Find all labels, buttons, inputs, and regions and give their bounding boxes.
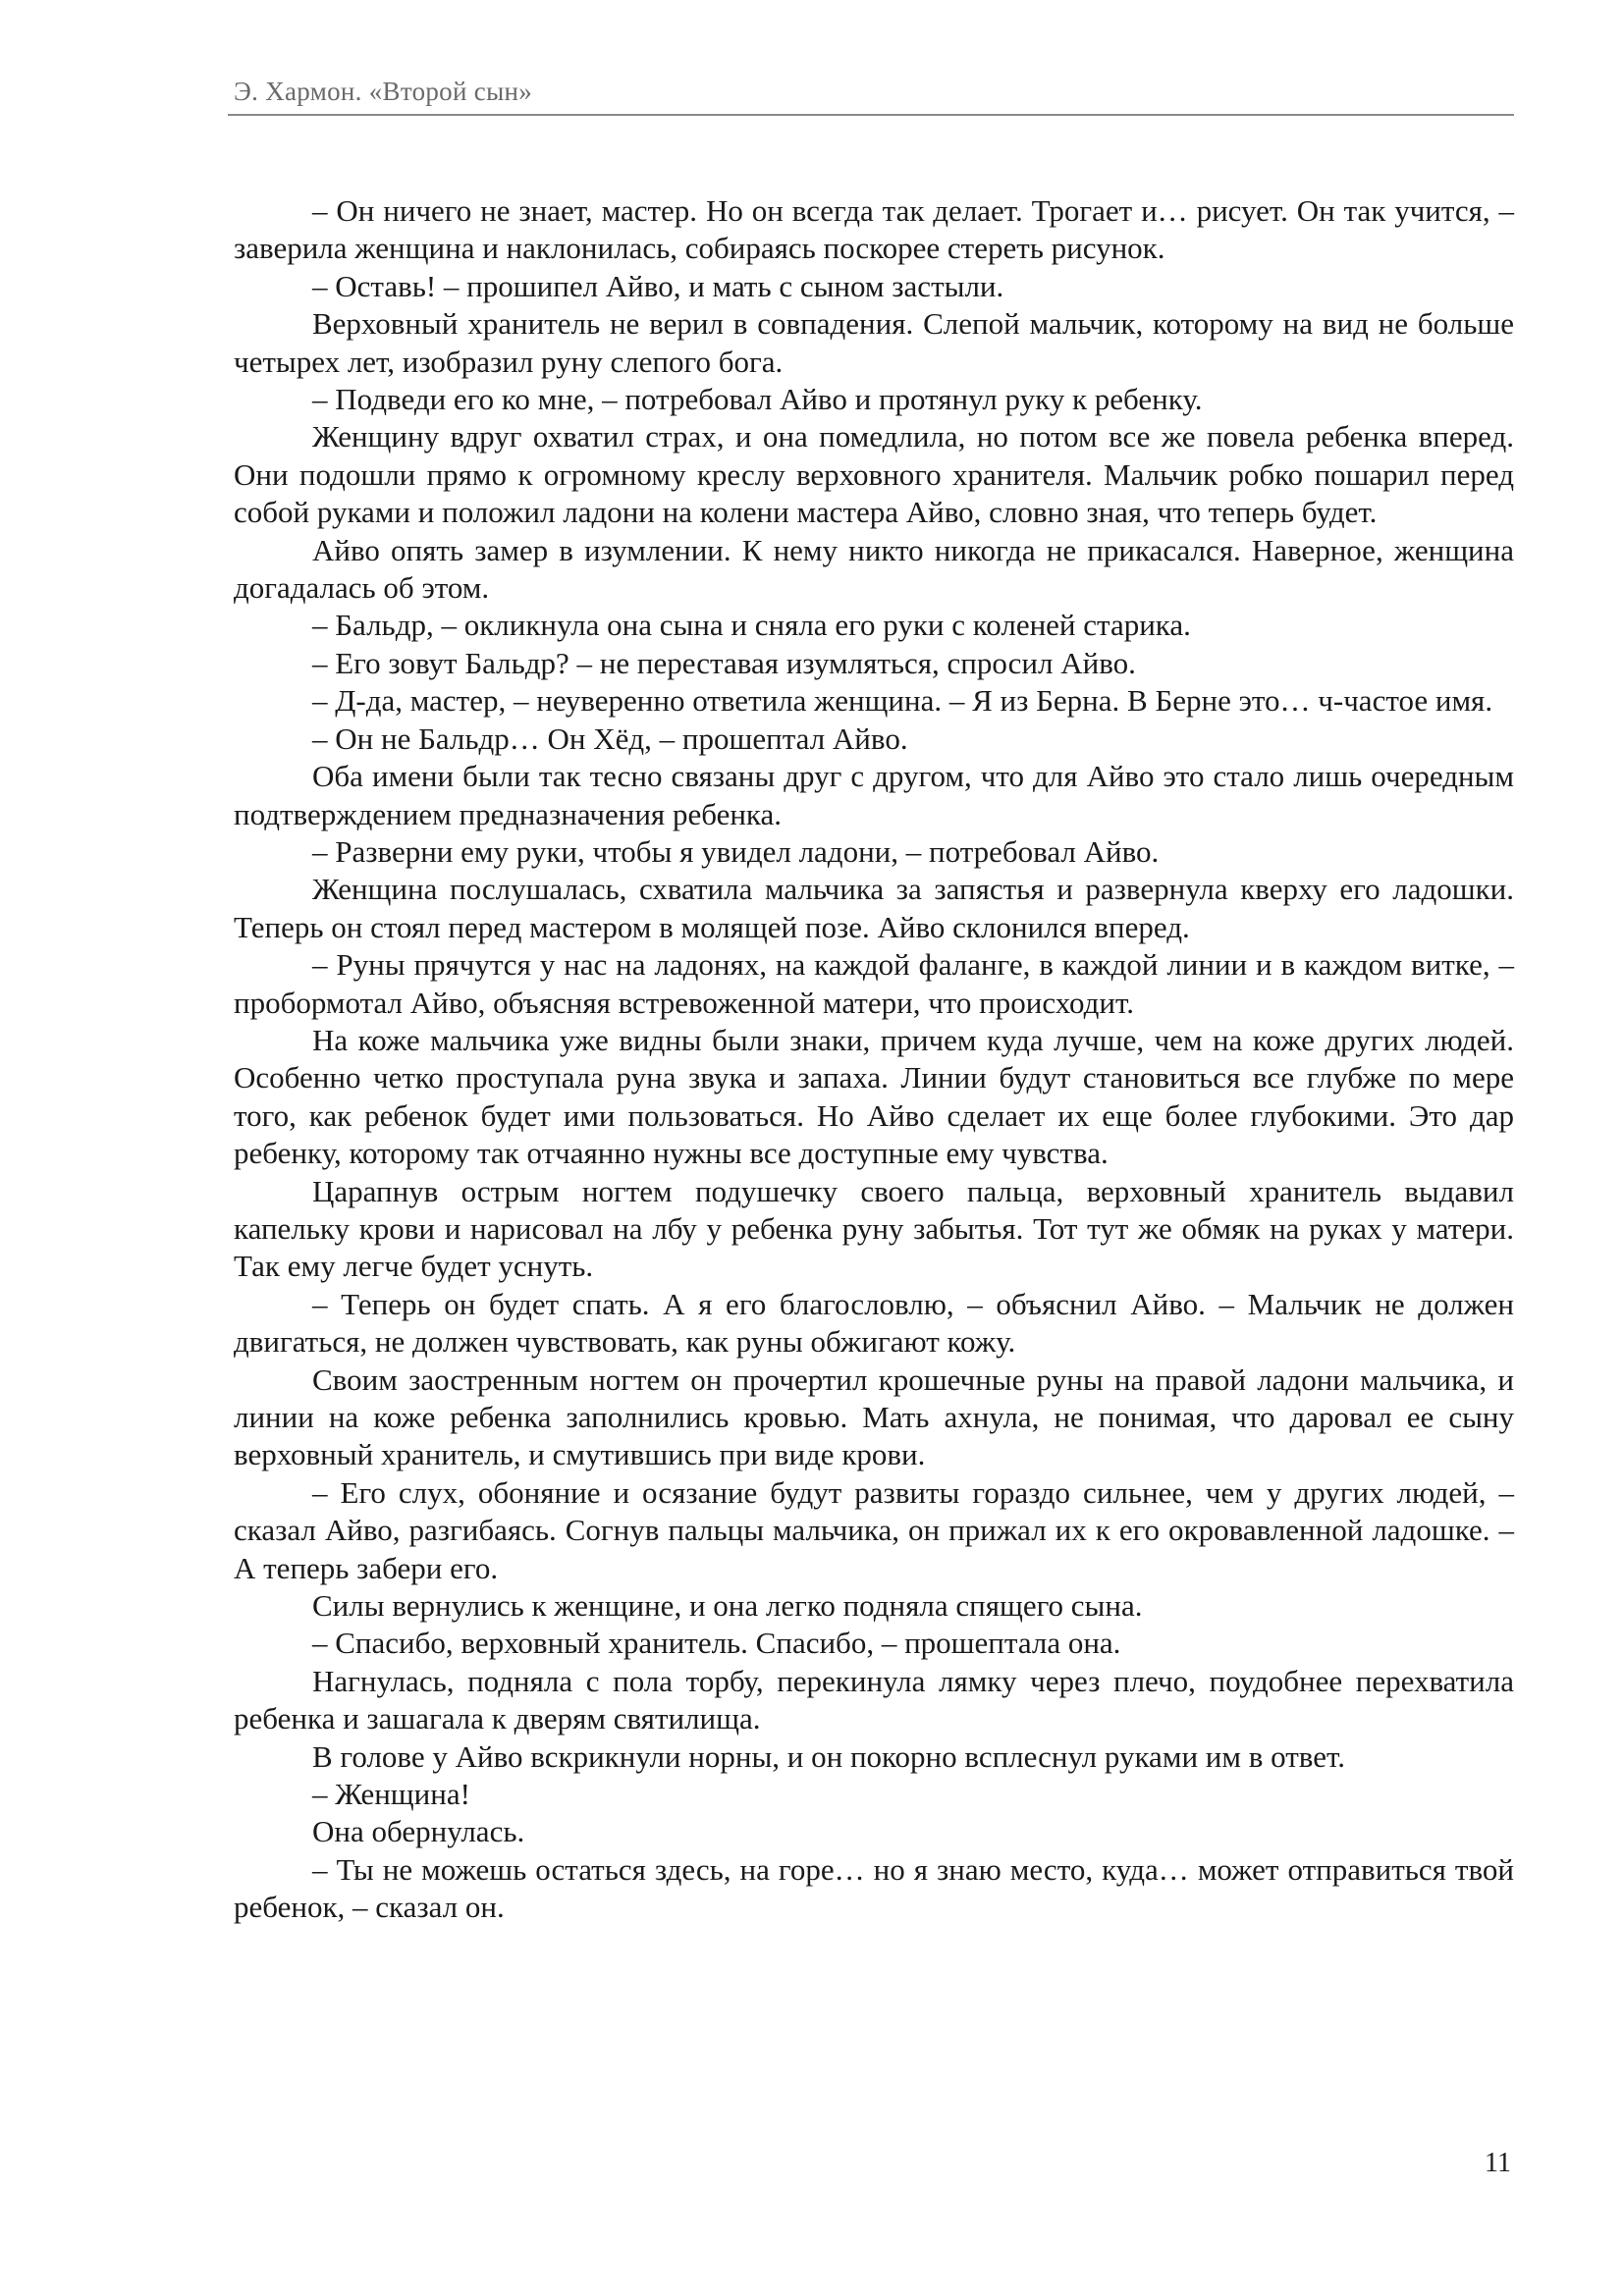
paragraph: – Женщина!	[312, 1777, 470, 1812]
paragraph: – Д-да, мастер, – неуверенно ответила женщина. – Я из Берна. В Берне это… ч-частое имя.	[312, 683, 1493, 719]
paragraph: – Спасибо, верховный хранитель. Спасибо, – прошептала она.	[312, 1626, 1121, 1661]
paragraph: В голове у Айво вскрикнули норны, и он покорно всплеснул руками им в ответ.	[312, 1738, 1345, 1774]
paragraph: – Оставь! – прошипел Айво, и мать с сыном застыли.	[312, 268, 1004, 303]
paragraph: Своим заостренным ногтем он прочертил крошечные руны на правой ладони мальчика, и линии на коже ребенка заполнились кровью. Мать ахнула, не понимая, что даровал ее сыну верховный хранитель, и смутившись при виде крови.	[234, 1362, 1514, 1472]
paragraph: – Подведи его ко мне, – потребовал Айво и протянул руку к ребенку.	[312, 382, 1203, 417]
paragraph: Она обернулась.	[312, 1814, 525, 1849]
paragraph: – Руны прячутся у нас на ладонях, на каждой фаланге, в каждой линии и в каждом витке, – пробормотал Айво, объясняя встревоженной матери, что происходит.	[234, 947, 1514, 1020]
paragraph: – Ты не можешь остаться здесь, на горе… но я знаю место, куда… может отправиться твой ребенок, – сказал он.	[234, 1851, 1514, 1925]
paragraph: – Его зовут Бальдр? – не переставая изумляться, спросил Айво.	[312, 645, 1136, 680]
paragraph: На коже мальчика уже видны были знаки, причем куда лучше, чем на коже других людей. Особенно четко проступала руна звука и запаха. Линии будут становиться все глубже по мере того, как ребенок будет ими пользоваться. Но Айво сделает их еще более глубокими. Это дар ребенку, которому так отчаянно нужны все доступные ему чувства.	[234, 1022, 1514, 1171]
paragraph: Царапнув острым ногтем подушечку своего пальца, верховный хранитель выдавил капельку крови и нарисовал на лбу у ребенка руну забытья. Тот тут же обмяк на руках у матери. Так ему легче будет уснуть.	[234, 1173, 1514, 1284]
paragraph: – Разверни ему руки, чтобы я увидел ладони, – потребовал Айво.	[312, 833, 1160, 869]
paragraph: Силы вернулись к женщине, и она легко подняла спящего сына.	[312, 1588, 1143, 1624]
paragraph: Верховный хранитель не верил в совпадения. Слепой мальчик, которому на вид не больше четырех лет, изобразил руну слепого бога.	[234, 306, 1514, 379]
paragraph: – Теперь он будет спать. А я его благословлю, – объяснил Айво. – Мальчик не должен двигаться, не должен чувствовать, как руны обжигают кожу.	[234, 1286, 1514, 1360]
paragraph: – Он не Бальдр… Он Хёд, – прошептал Айво.	[312, 721, 908, 756]
paragraph: Нагнулась, подняла с пола торбу, перекинула лямку через плечо, поудобнее перехватила ребенка и зашагала к дверям святилища.	[234, 1663, 1514, 1736]
paragraph: Айво опять замер в изумлении. К нему никто никогда не прикасался. Наверное, женщина догадалась об этом.	[234, 532, 1514, 606]
page-number: 11	[1485, 2148, 1511, 2178]
paragraph: – Бальдр, – окликнула она сына и сняла его руки с коленей старика.	[312, 608, 1191, 643]
paragraph: Оба имени были так тесно связаны друг с другом, что для Айво это стало лишь очередным подтверждением предназначения ребенка.	[234, 759, 1514, 831]
paragraph: – Его слух, обоняние и осязание будут развиты гораздо сильнее, чем у других людей, – сказал Айво, разгибаясь. Согнув пальцы мальчика, он прижал их к его окровавленной ладошке. – А теперь забери его.	[234, 1474, 1514, 1585]
running-header: Э. Хармон. «Второй сын»	[234, 77, 533, 106]
paragraph: Женщину вдруг охватил страх, и она помедлила, но потом все же повела ребенка вперед. Они подошли прямо к огромному креслу верховного хранителя. Мальчик робко пошарил перед собой руками и положил ладони на колени мастера Айво, словно зная, что теперь будет.	[234, 419, 1514, 530]
body-text	[234, 192, 1514, 1927]
header-divider	[228, 114, 1514, 116]
paragraph: Женщина послушалась, схватила мальчика за запястья и развернула кверху его ладошки. Теперь он стоял перед мастером в молящей позе. Айво склонился вперед.	[234, 872, 1514, 944]
paragraph: – Он ничего не знает, мастер. Но он всегда так делает. Трогает и… рисует. Он так учится, – заверила женщина и наклонилась, собираясь поскорее стереть рисунок.	[234, 193, 1514, 266]
